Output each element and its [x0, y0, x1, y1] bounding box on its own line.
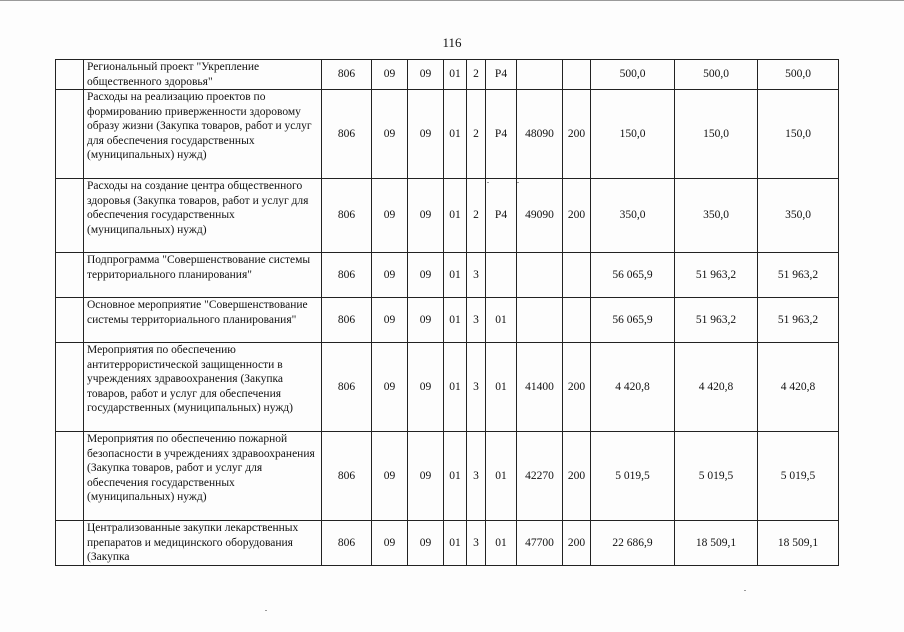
scan-speck	[744, 590, 746, 591]
section-code-cell: 09	[372, 253, 408, 298]
event-code-cell: P4	[486, 90, 517, 179]
section-code-cell: 09	[372, 432, 408, 521]
direction-code-cell	[517, 60, 563, 90]
amount-year-2-cell: 500,0	[675, 60, 758, 90]
scan-speck	[517, 182, 519, 183]
scan-speck	[265, 610, 267, 611]
section-code-cell: 09	[372, 521, 408, 566]
subprogram-code-cell: 3	[467, 253, 486, 298]
table-row	[56, 60, 839, 90]
subsection-code-cell: 09	[408, 432, 444, 521]
event-code-cell: 01	[486, 343, 517, 432]
direction-code-cell: 48090	[517, 90, 563, 179]
amount-year-2-cell: 51 963,2	[675, 298, 758, 343]
table-row	[56, 298, 839, 343]
amount-year-3-cell: 500,0	[758, 60, 839, 90]
amount-year-3-cell: 4 420,8	[758, 343, 839, 432]
direction-code-cell: 47700	[517, 521, 563, 566]
program-code-cell: 01	[444, 253, 467, 298]
section-code-cell: 09	[372, 90, 408, 179]
amount-year-2-cell: 5 019,5	[675, 432, 758, 521]
subprogram-code-cell: 2	[467, 179, 486, 253]
row-name-cell: Мероприятия по обеспечению пожарной безопасности в учреждениях здравоохранения (Закупка товаров, работ и услуг для обеспечения государственных (муниципальных) нужд)	[84, 432, 322, 521]
amount-year-3-cell: 5 019,5	[758, 432, 839, 521]
subprogram-code-cell: 2	[467, 90, 486, 179]
blank-cell	[56, 521, 84, 566]
program-code-cell: 01	[444, 179, 467, 253]
page-top-edge	[0, 0, 904, 1]
subprogram-code-cell: 3	[467, 521, 486, 566]
row-name-cell: Расходы на реализацию проектов по формированию приверженности здоровому образу жизни (Закупка товаров, работ и услуг для обеспечения государственных (муниципальных) нужд)	[84, 90, 322, 179]
subprogram-code-cell: 2	[467, 60, 486, 90]
program-code-cell: 01	[444, 60, 467, 90]
direction-code-cell: 42270	[517, 432, 563, 521]
event-code-cell: 01	[486, 432, 517, 521]
ministry-code-cell: 806	[322, 343, 372, 432]
subprogram-code-cell: 3	[467, 343, 486, 432]
row-name-cell: Подпрограмма "Совершенствование системы территориального планирования"	[84, 253, 322, 298]
amount-year-3-cell: 350,0	[758, 179, 839, 253]
amount-year-1-cell: 500,0	[591, 60, 675, 90]
subsection-code-cell: 09	[408, 253, 444, 298]
amount-year-3-cell: 18 509,1	[758, 521, 839, 566]
expense-type-cell: 200	[563, 90, 591, 179]
subsection-code-cell: 09	[408, 179, 444, 253]
program-code-cell: 01	[444, 298, 467, 343]
table-row	[56, 179, 839, 253]
section-code-cell: 09	[372, 298, 408, 343]
scan-speck	[487, 182, 489, 183]
direction-code-cell	[517, 253, 563, 298]
section-code-cell: 09	[372, 60, 408, 90]
expense-type-cell: 200	[563, 343, 591, 432]
page-number: 116	[442, 35, 462, 50]
ministry-code-cell: 806	[322, 432, 372, 521]
expense-type-cell: 200	[563, 179, 591, 253]
row-name-cell: Основное мероприятие "Совершенствование системы территориального планирования"	[84, 298, 322, 343]
amount-year-2-cell: 18 509,1	[675, 521, 758, 566]
expense-type-cell	[563, 60, 591, 90]
subsection-code-cell: 09	[408, 298, 444, 343]
row-name-cell: Централизованные закупки лекарственных препаратов и медицинского оборудования (Закупка	[84, 521, 322, 566]
ministry-code-cell: 806	[322, 298, 372, 343]
blank-cell	[56, 90, 84, 179]
amount-year-1-cell: 4 420,8	[591, 343, 675, 432]
amount-year-2-cell: 4 420,8	[675, 343, 758, 432]
program-code-cell: 01	[444, 90, 467, 179]
blank-cell	[56, 432, 84, 521]
row-name-cell: Расходы на создание центра общественного здоровья (Закупка товаров, работ и услуг для обеспечения государственных (муниципальных) нужд)	[84, 179, 322, 253]
event-code-cell: 01	[486, 521, 517, 566]
event-code-cell: P4	[486, 60, 517, 90]
amount-year-1-cell: 350,0	[591, 179, 675, 253]
amount-year-2-cell: 350,0	[675, 179, 758, 253]
ministry-code-cell: 806	[322, 90, 372, 179]
amount-year-1-cell: 56 065,9	[591, 298, 675, 343]
program-code-cell: 01	[444, 343, 467, 432]
program-code-cell: 01	[444, 521, 467, 566]
expense-type-cell	[563, 253, 591, 298]
amount-year-3-cell: 51 963,2	[758, 253, 839, 298]
ministry-code-cell: 806	[322, 521, 372, 566]
amount-year-1-cell: 150,0	[591, 90, 675, 179]
budget-table	[55, 59, 839, 566]
event-code-cell: P4	[486, 179, 517, 253]
table-row	[56, 432, 839, 521]
amount-year-1-cell: 56 065,9	[591, 253, 675, 298]
event-code-cell: 01	[486, 298, 517, 343]
amount-year-3-cell: 150,0	[758, 90, 839, 179]
expense-type-cell	[563, 298, 591, 343]
subsection-code-cell: 09	[408, 90, 444, 179]
blank-cell	[56, 253, 84, 298]
direction-code-cell: 49090	[517, 179, 563, 253]
blank-cell	[56, 179, 84, 253]
amount-year-2-cell: 51 963,2	[675, 253, 758, 298]
expense-type-cell: 200	[563, 432, 591, 521]
direction-code-cell	[517, 298, 563, 343]
subsection-code-cell: 09	[408, 521, 444, 566]
table-row	[56, 253, 839, 298]
amount-year-2-cell: 150,0	[675, 90, 758, 179]
table-row	[56, 343, 839, 432]
row-name-cell: Мероприятия по обеспечению антитеррористической защищенности в учреждениях здравоохранения (Закупка товаров, работ и услуг для обеспечения государственных (муниципальных) нужд)	[84, 343, 322, 432]
subsection-code-cell: 09	[408, 60, 444, 90]
amount-year-3-cell: 51 963,2	[758, 298, 839, 343]
event-code-cell	[486, 253, 517, 298]
blank-cell	[56, 343, 84, 432]
expense-type-cell: 200	[563, 521, 591, 566]
blank-cell	[56, 60, 84, 90]
direction-code-cell: 41400	[517, 343, 563, 432]
table-row	[56, 521, 839, 566]
ministry-code-cell: 806	[322, 60, 372, 90]
ministry-code-cell: 806	[322, 253, 372, 298]
amount-year-1-cell: 22 686,9	[591, 521, 675, 566]
subprogram-code-cell: 3	[467, 298, 486, 343]
section-code-cell: 09	[372, 343, 408, 432]
row-name-cell: Региональный проект "Укрепление общественного здоровья"	[84, 60, 322, 90]
subprogram-code-cell: 3	[467, 432, 486, 521]
blank-cell	[56, 298, 84, 343]
subsection-code-cell: 09	[408, 343, 444, 432]
program-code-cell: 01	[444, 432, 467, 521]
amount-year-1-cell: 5 019,5	[591, 432, 675, 521]
table-row	[56, 90, 839, 179]
section-code-cell: 09	[372, 179, 408, 253]
ministry-code-cell: 806	[322, 179, 372, 253]
